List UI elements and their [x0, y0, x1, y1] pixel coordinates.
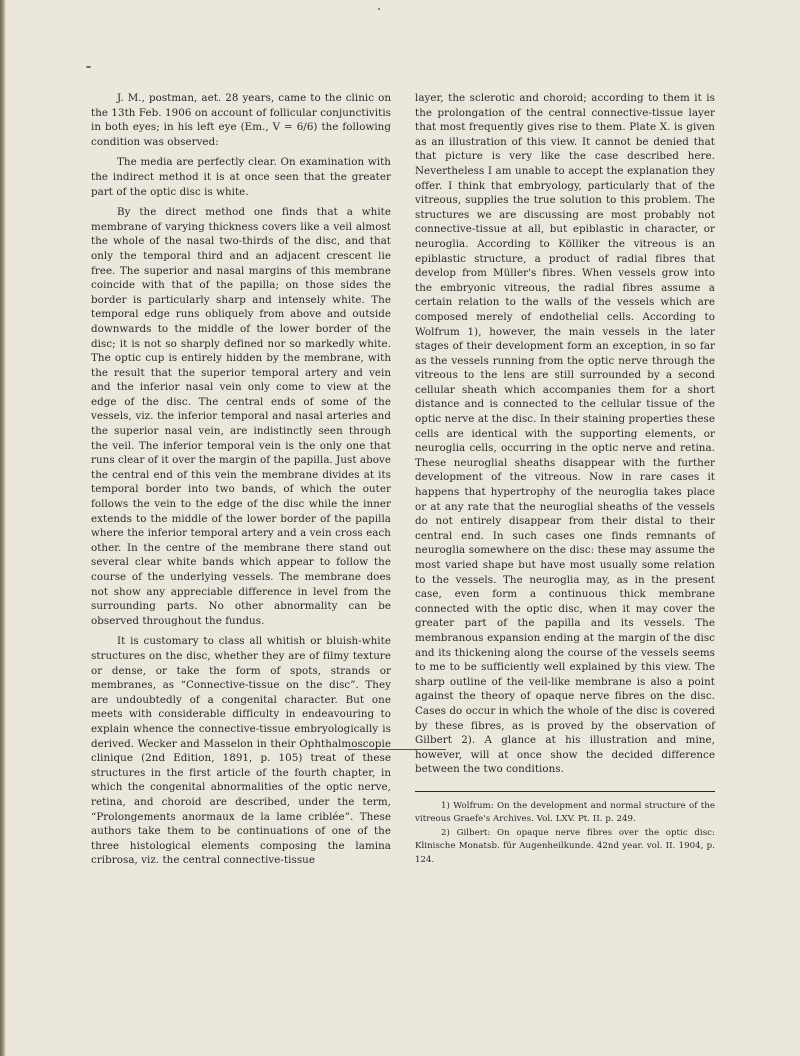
ink-speck — [86, 66, 91, 68]
ink-speck — [378, 8, 380, 10]
right-text-column — [415, 91, 715, 867]
left-text-column — [91, 91, 391, 868]
paragraph-continuation: layer, the sclerotic and choroid; according to them it is the prolongation of the central connective-tissue layer that most frequently gives rise to them. Plate X. is given as an illustration of this view. It cannot be denied that that picture is very like the case described here. Nevertheless I am unable to accept the explanation they offer. I think that embryology, particularly that of the vitreous, supplies the true solution to this problem. The structures we are discussing are most probably not connective-tissue at all, but epiblastic in character, or neuroglia. According to Kölliker the vitreous is an epiblastic structure, a product of radial fibres that develop from Müller's fibres. When vessels grow into the embryonic vitreous, the radial fibres assume a certain relation to the walls of the vessels which are composed merely of endothelial cells. According to Wolfrum 1), however, the main vessels in the later stages of their development form an exception, in so far as the vessels running from the optic nerve through the vitreous to the lens are still surrounded by a second cellular sheath which accompanies them for a short distance and is connected to the cellular tissue of the optic nerve at the disc. In their staining properties these cells are identical with the supporting elements, or neuroglia cells, occurring in the optic nerve and retina. These neuroglial sheaths disappear with the further development of the vitreous. Now in rare cases it happens that hypertrophy of the neuroglia takes place or at any rate that the neuroglial sheaths of the vessels do not entirely disappear from their distal to their central end. In such cases one finds remnants of neuroglia somewhere on the disc: these may assume the most varied shape but have most usually some relation to the vessels. The neuroglia may, as in the present case, even form a continuous thick membrane connected with the optic disc, when it may cover the greater part of the papilla and its vessels. The membranous expansion ending at the margin of the disc and its thickening along the course of the vessels seems to me to be sufficiently well explained by this view. The sharp outline of the veil-like membrane is also a point against the theory of opaque nerve fibres on the disc. Cases do occur in which the whole of the disc is covered by these fibres, as is proved by the observation of Gilbert 2). A glance at his illustration and mine, however, will at once show the decided difference between the two conditions. — [415, 92, 715, 776]
paragraph-direct-method: By the direct method one finds that a white membrane of varying thickness covers like a veil almost the whole of the nasal two-thirds of the disc, and that only the temporal third and an adjacent crescent lie free. The superior and nasal margins of this membrane coincide with that of the papilla; on those sides the border is particularly sharp and intensely white. The temporal edge runs obliquely from above and outside downwards to the middle of the lower border of the disc; it is not so sharply defined nor so markedly white. The optic cup is entirely hidden by the membrane, with the result that the superior temporal artery and vein and the inferior nasal vein only come to view at the edge of the disc. The central ends of some of the vessels, viz. the inferior temporal and nasal arteries and the superior nasal vein, are indistinctly seen through the veil. The inferior temporal vein is the only one that runs clear of it over the margin of the papilla. Just above the central end of this vein the membrane divides at its temporal border into two bands, of which the outer follows the vein to the edge of the disc while the inner extends to the middle of the lower border of the papilla where the inferior temporal artery and a vein cross each other. In the centre of the membrane there stand out several clear white bands which appear to follow the course of the underlying vessels. The membrane does not show any appreciable difference in level from the surrounding parts. No other abnormality can be observed throughout the fundus. — [91, 206, 391, 627]
paragraph-case-history: J. M., postman, aet. 28 years, came to the clinic on the 13th Feb. 1906 on account of follicular conjunctivitis in both eyes; in his left eye (Em., V = 6/6) the following condition was observed: — [91, 92, 391, 148]
closing-rule — [348, 749, 446, 750]
footnote-2: 2) Gilbert: On opaque nerve fibres over the optic disc: Klinische Monatsb. für Augenheilkunde. 42nd year. vol. II. 1904, p. 124. — [415, 827, 715, 865]
paragraph-customary: It is customary to class all whitish or bluish-white structures on the disc, whether they are of filmy texture or dense, or take the form of spots, strands or membranes, as “Connective-tissue on the disc”. They are undoubtedly of a congenital character. But one meets with considerable difficulty in endeavouring to explain whence the connective-tissue embryologically is derived. Wecker and Masselon in their Ophthalmoscopie clinique (2nd Edition, 1891, p. 105) treat of these structures in the first article of the fourth chapter, in which the congenital abnormalities of the optic nerve, retina, and choroid are described, under the term, “Prolongements anormaux de la lame criblée”. These authors take them to be continuations of one of the three histological elements composing the lamina cribrosa, viz. the central connective-tissue — [91, 635, 391, 867]
paragraph-media: The media are perfectly clear. On examination with the indirect method it is at once seen that the greater part of the optic disc is white. — [91, 156, 391, 198]
footnotes — [415, 791, 715, 868]
page-binding-edge — [0, 0, 6, 1056]
footnote-1: 1) Wolfrum: On the development and normal structure of the vitreous Graefe's Archives. Vol. LXV. Pt. II. p. 249. — [415, 800, 715, 825]
